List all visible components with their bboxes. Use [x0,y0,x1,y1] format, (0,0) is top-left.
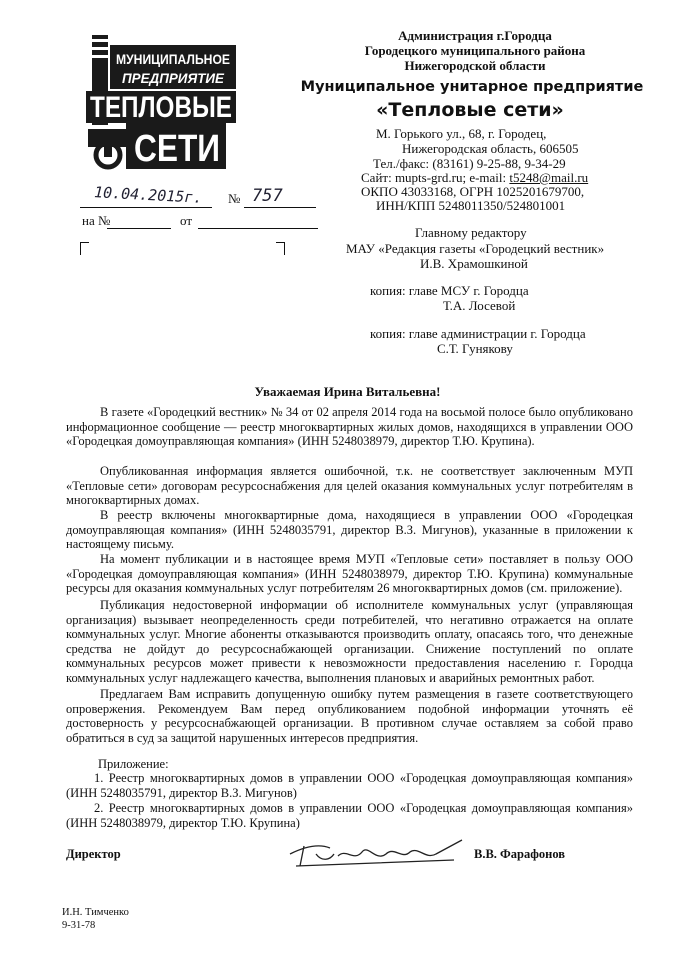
org-type: Муниципальное унитарное предприятие [300,79,644,95]
executor-name: И.Н. Тимченко [62,907,129,918]
phone-line: Тел./факс: (83161) 9-25-88, 9-34-29 [373,156,566,171]
paragraph-4: На момент публикации и в настоящее время МУП «Тепловые сети» поставляет в пользу ООО «Городецкая домоуправляющая компания» (ИНН 5248038979, директор Т.Ю. Крупина) коммунальные ресурсы для оказания коммунальных услуг потребителям 26 многоквартирных домов (см. приложение). [66,552,633,596]
signature-name: В.В. Фарафонов [474,847,566,861]
paragraph-6: Предлагаем Вам исправить допущенную ошибку путем размещения в газете соответствующего опровержения. Рекомендуем Вам перед опубликованием подобной информации уточнять её достоверность у ресурсоснабжающей организации. В противном случае оставляем за собой право обратиться в суд за защитой нарушенных интересов предприятия. [66,687,633,745]
on-number-label: на № [82,213,111,228]
copy1-line-1: копия: главе МСУ г. Городца [370,283,529,298]
company-logo [86,33,238,173]
salutation: Уважаемая Ирина Витальевна! [254,384,441,399]
corner-mark-right [276,242,285,255]
date-handwritten: 10.04.2015г. [93,183,203,207]
site-label: Сайт: mupts-grd.ru; e-mail: [361,170,510,185]
paragraph-2: Опубликованная информация является ошибочной, т.к. не соответствует заключенным МУП «Тепловые сети» договорам ресурсоснабжения для целей оказания коммунальных услуг потребителям в многоквартирных домах. [66,464,633,508]
on-number-blank [107,227,171,229]
logo-text-1: МУНИЦИПАЛЬНОЕ [116,51,230,67]
copy2-line-1: копия: главе администрации г. Городца [370,326,586,341]
handwritten-signature [286,832,466,872]
from-blank [198,227,318,229]
email-link[interactable]: t5248@mail.ru [509,170,589,185]
from-label: от [180,213,193,228]
address-line-2: Нижегородская область, 606505 [402,141,579,156]
recipient-main-2: МАУ «Редакция газеты «Городецкий вестник» [346,241,605,256]
appendix-item-1: 1. Реестр многоквартирных домов в управлении ООО «Городецкая домоуправляющая компания» (ИНН 5248035791, директор В.З. Мигунов) [66,771,633,800]
number-handwritten: 757 [252,186,283,206]
logo-text-4: СЕТИ [134,128,220,170]
signature-position: Директор [66,847,121,861]
address-line-1: М. Горького ул., 68, г. Городец, [376,126,547,141]
inn-line: ИНН/КПП 5248011350/524801001 [376,198,566,213]
appendix-item-2: 2. Реестр многоквартирных домов в управлении ООО «Городецкая домоуправляющая компания» (ИНН 5248038979, директор Т.Ю. Крупина) [66,801,633,830]
number-underline [244,206,316,208]
recipient-main-1: Главному редактору [415,225,527,240]
appendix-title: Приложение: [98,757,169,771]
corner-mark-left [80,242,89,255]
logo-text-3: ТЕПЛОВЫЕ [90,91,232,124]
admin-line-1: Администрация г.Городца [398,28,552,43]
logo-text-2: ПРЕДПРИЯТИЕ [122,70,225,86]
copy1-line-2: Т.А. Лосевой [443,298,516,313]
okpo-line: ОКПО 43033168, ОГРН 1025201679700, [361,184,585,199]
org-name: «Тепловые сети» [376,99,564,121]
paragraph-1: В газете «Городецкий вестник» № 34 от 02 апреля 2014 года на восьмой полосе было опубликовано информационное сообщение — реестр многоквартирных жилых домов, находящихся в управлении ООО «Городецкая домоуправляющая компания» (ИНН 5248038979, директор Т.Ю. Крупина). [66,405,633,449]
admin-line-3: Нижегородской области [404,58,546,73]
executor-phone: 9-31-78 [62,920,96,931]
paragraph-3: В реестр включены многоквартирные дома, находящиеся в управлении ООО «Городецкая домоуправляющая компания» (ИНН 5248035791, директор В.З. Мигунов), указанные в приложении к настоящему письму. [66,508,633,552]
admin-line-2: Городецкого муниципального района [364,43,586,58]
copy2-line-2: С.Т. Гунякову [437,341,513,356]
paragraph-5: Публикация недостоверной информации об исполнителе коммунальных услуг (управляющая организация) вызывает неопределенность среди потребителей, что негативно отражается на оплате коммунальных услуг. Многие абоненты отказываются производить оплату, опасаясь того, что денежные средства не дойдут до ресурсоснабжающей организации. Снижение поступлений по оплате коммунальных ресурсов может привести к невозможности предоставления населению г. Городца коммунальных услуг надлежащего качества, выполнения плановых и аварийных ремонтных работ. [66,598,633,685]
number-sign: № [228,191,241,206]
recipient-main-3: И.В. Храмошкиной [420,256,528,271]
